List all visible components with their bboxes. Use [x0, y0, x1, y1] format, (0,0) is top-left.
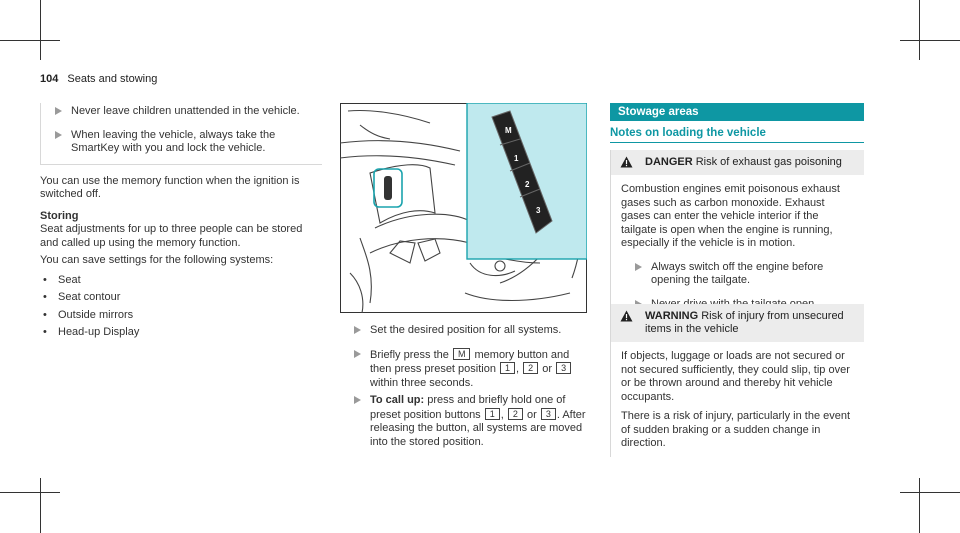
memory-key-icon: M	[453, 348, 471, 360]
left-column	[40, 103, 322, 344]
crop-mark	[0, 40, 60, 41]
preset-key-2-icon: 2	[523, 362, 538, 374]
list-item: Never leave children unattended in the vehicle.	[41, 105, 322, 119]
danger-box	[610, 150, 864, 317]
preset-key-2-icon: 2	[508, 408, 523, 420]
warning-title: Risk of injury from unsecured items in the vehicle	[645, 310, 844, 335]
preset-key-3-icon: 3	[541, 408, 556, 420]
danger-title: Risk of exhaust gas poisoning	[695, 156, 842, 168]
list-item: When leaving the vehicle, always take the SmartKey with you and lock the vehicle.	[41, 129, 322, 156]
bullet-arrow-icon	[635, 263, 642, 271]
crop-mark	[40, 0, 41, 60]
save-text: You can save settings for the following systems:	[40, 254, 274, 266]
warning-triangle-icon	[620, 156, 633, 168]
warning-triangle-icon	[620, 310, 633, 322]
preset-key-1-icon: 1	[485, 408, 500, 420]
warning-header	[611, 304, 864, 342]
warning-body: If objects, luggage or loads are not secured or not secured sufficiently, they could slip, tip over or be thrown around and thereby hit vehicle occupants. There is a risk of injury, particularly in the event of sudden braking or a sudden change in direction.	[621, 350, 851, 449]
crop-mark	[900, 40, 960, 41]
step-item: Briefly press the M memory button and then press preset position 1 , 2 or 3 within three seconds.	[340, 348, 588, 391]
section-banner: Stowage areas	[610, 103, 864, 121]
memory-button-label: M	[505, 126, 512, 135]
crop-mark	[0, 492, 60, 493]
list-item: • Head-up Display	[40, 326, 322, 340]
list-item: Always switch off the engine before opening the tailgate.	[621, 261, 856, 288]
warning-label: WARNING	[645, 310, 699, 322]
bullet-arrow-icon	[354, 326, 361, 334]
middle-column	[340, 324, 588, 449]
crop-mark	[900, 492, 960, 493]
danger-label: DANGER	[645, 156, 693, 168]
storing-heading: Storing	[40, 209, 79, 222]
preset-key-3-icon: 3	[556, 362, 571, 374]
page-number: 104	[40, 73, 59, 85]
page-header	[40, 73, 157, 85]
preset-3-label: 3	[536, 206, 541, 215]
storing-text: Seat adjustments for up to three people can be stored and called up using the memory function.	[40, 223, 303, 249]
preset-key-1-icon: 1	[500, 362, 515, 374]
crop-mark	[40, 478, 41, 533]
bullet-arrow-icon	[354, 350, 361, 358]
bullet-arrow-icon	[354, 396, 361, 404]
memory-buttons-illustration	[340, 103, 587, 313]
bullet-arrow-icon	[55, 107, 62, 115]
step-item: To call up: press and briefly hold one of preset position buttons 1 , 2 or 3 . After releasing the button, all systems are moved into the stored position.	[340, 394, 588, 449]
danger-body: Combustion engines emit poisonous exhaust gases such as carbon monoxide. Exhaust gases can enter the vehicle interior if the tailgate is open when the engine is running, especially if the vehicle is in motion. Always switch off the engine before opening the tailgate.	[611, 175, 864, 317]
danger-header	[611, 150, 864, 175]
crop-mark	[919, 478, 920, 533]
warning-box	[610, 304, 864, 457]
list-item: • Outside mirrors	[40, 309, 322, 323]
preset-1-label: 1	[514, 154, 519, 163]
crop-mark	[919, 0, 920, 60]
intro-text: You can use the memory function when the ignition is switched off.	[40, 174, 300, 200]
list-item: • Seat	[40, 274, 322, 288]
step-item: Set the desired position for all systems.	[340, 324, 588, 338]
list-item: • Seat contour	[40, 291, 322, 305]
subheading: Notes on loading the vehicle	[610, 127, 864, 143]
preset-2-label: 2	[525, 180, 530, 189]
section-title: Seats and stowing	[67, 73, 158, 85]
bullet-arrow-icon	[55, 131, 62, 139]
warning-continuation	[40, 103, 322, 165]
